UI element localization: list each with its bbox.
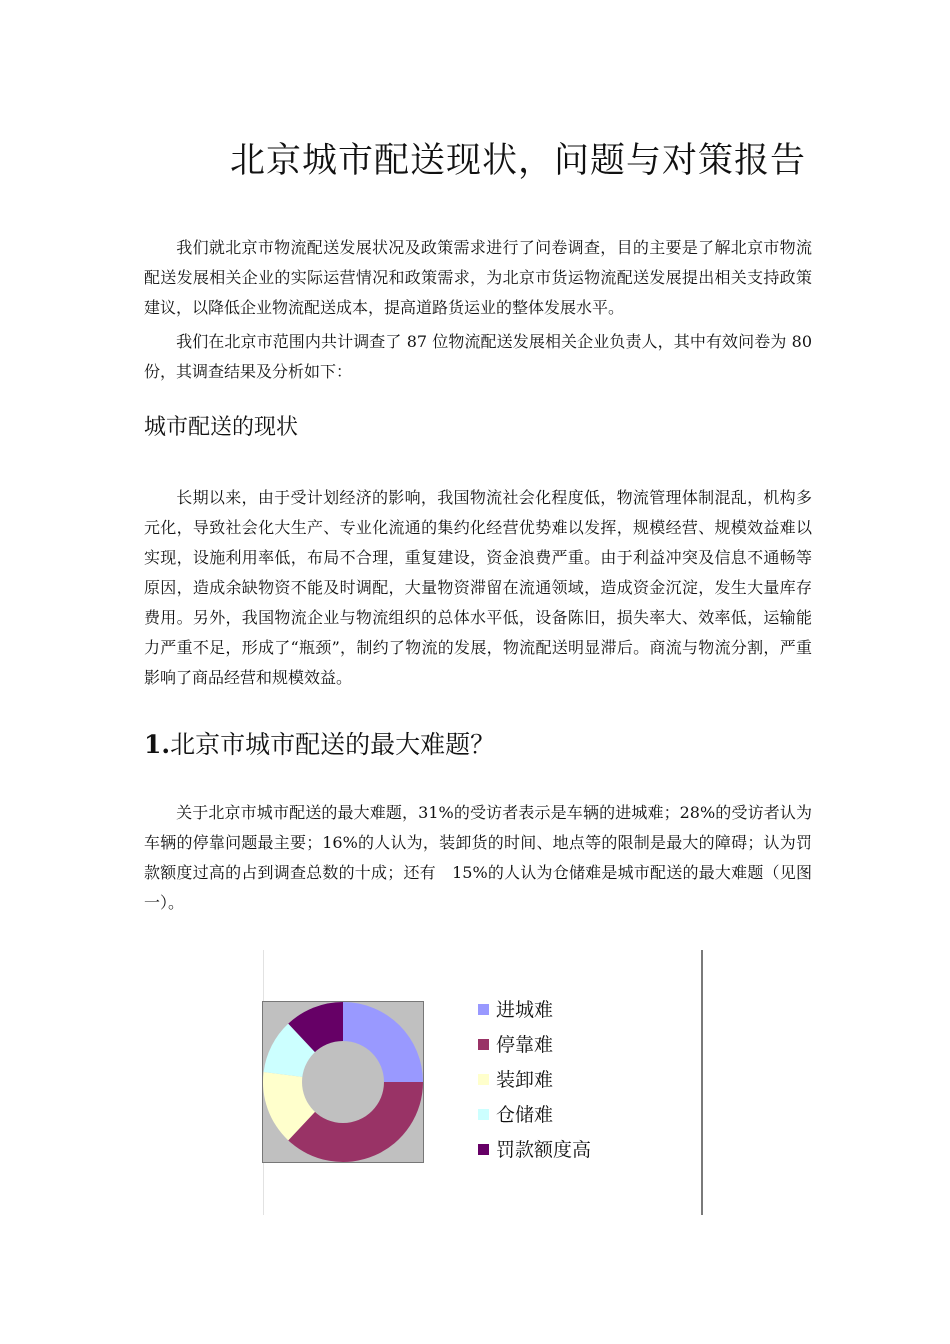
question-paragraph — [144, 798, 812, 918]
donut-chart — [262, 1001, 425, 1164]
section-heading: 城市配送的现状 — [144, 415, 299, 440]
legend-swatch — [478, 1039, 489, 1050]
legend-label: 罚款额度高 — [496, 1138, 592, 1161]
question-paragraph-text: 关于北京市城市配送的最大难题，31%的受访者表示是车辆的进城难；28%的受访者认为车辆的停靠问题最主要；16%的人认为，装卸货的时间、地点等的限制是最大的障碍；认为罚款额度过高的占到调查总数的十成；还有 15%的人认为仓储难是城市配送的最大难题（见图一）。 — [144, 803, 812, 912]
legend-swatch — [478, 1074, 489, 1085]
legend-label: 仓储难 — [496, 1103, 554, 1126]
donut-hole — [302, 1041, 384, 1123]
legend-label: 停靠难 — [496, 1033, 554, 1056]
legend-label: 装卸难 — [496, 1068, 554, 1091]
legend-item — [478, 1132, 591, 1167]
intro-paragraph-2-text: 我们在北京市范围内共计调查了 87 位物流配送发展相关企业负责人，其中有效问卷为 80 份，其调查结果及分析如下： — [144, 332, 812, 381]
intro-paragraph-2 — [144, 327, 812, 387]
chart-legend — [478, 992, 591, 1167]
chart-frame-right-border — [701, 950, 703, 1215]
legend-item — [478, 1097, 591, 1132]
legend-swatch — [478, 1109, 489, 1120]
legend-item — [478, 992, 591, 1027]
legend-swatch — [478, 1144, 489, 1155]
question-heading — [144, 725, 495, 761]
legend-label: 进城难 — [496, 998, 554, 1021]
intro-paragraph-1-text: 我们就北京市物流配送发展状况及政策需求进行了问卷调查，目的主要是了解北京市物流配送发展相关企业的实际运营情况和政策需求，为北京市货运物流配送发展提出相关支持政策建议，以降低企业物流配送成本，提高道路货运业的整体发展水平。 — [144, 238, 812, 317]
section-paragraph — [144, 483, 812, 693]
question-text: 北京市城市配送的最大难题？ — [170, 730, 496, 759]
legend-swatch — [478, 1004, 489, 1015]
legend-item — [478, 1062, 591, 1097]
page-title: 北京城市配送现状，问题与对策报告 — [230, 141, 807, 181]
intro-paragraph-1 — [144, 233, 812, 323]
section-paragraph-text: 长期以来，由于受计划经济的影响，我国物流社会化程度低，物流管理体制混乱，机构多元化，导致社会化大生产、专业化流通的集约化经营优势难以发挥，规模经营、规模效益难以实现，设施利用率低，布局不合理，重复建设，资金浪费严重。由于利益冲突及信息不通畅等原因，造成余缺物资不能及时调配，大量物资滞留在流通领域，造成资金沉淀，发生大量库存费用。另外，我国物流企业与物流组织的总体水平低，设备陈旧，损失率大、效率低，运输能力严重不足，形成了“瓶颈”，制约了物流的发展，物流配送明显滞后。商流与物流分割，严重影响了商品经营和规模效益。 — [144, 488, 812, 687]
legend-item — [478, 1027, 591, 1062]
question-number: 1. — [144, 730, 171, 759]
